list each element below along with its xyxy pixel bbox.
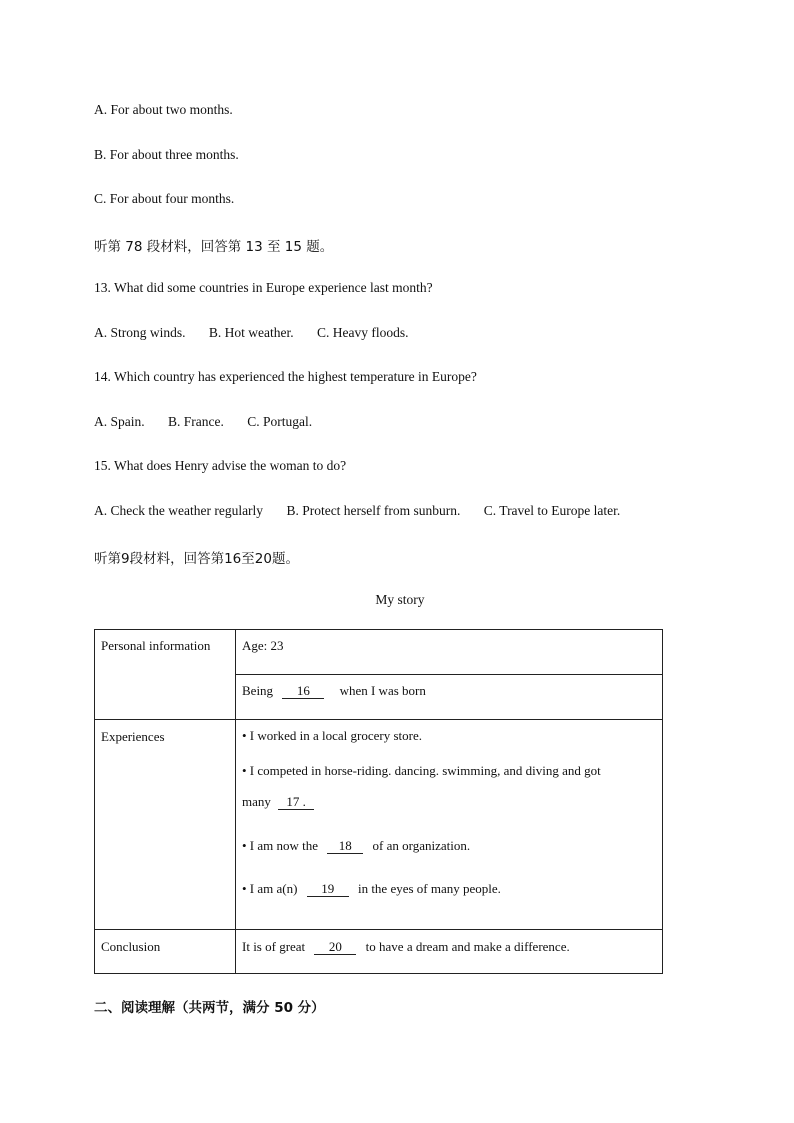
experience-2-pre: many (242, 794, 271, 809)
q13-option-a: A. Strong winds. (94, 325, 186, 340)
experiences-label: Experiences (95, 720, 236, 930)
question-14-options (94, 414, 332, 430)
experience-3-pre: • I am now the (242, 838, 319, 853)
experience-4-post: in the eyes of many people. (357, 881, 501, 896)
conclusion-pre: It is of great (242, 939, 306, 954)
experience-2-line2 (242, 794, 656, 810)
q13-option-b: B. Hot weather. (208, 325, 294, 340)
blank-18: 18 (327, 839, 363, 854)
instruction-13-15: 听第 78 段材料，回答第 13 至 15 题。 (94, 239, 334, 255)
experience-4 (242, 881, 656, 897)
q12-option-b: B. For about three months. (94, 147, 239, 162)
blank-20: 20 (314, 940, 356, 955)
experience-2-line1: • I competed in horse-riding. dancing. swimming, and diving and got (242, 763, 601, 778)
story-title: My story (375, 592, 425, 607)
q14-option-a: A. Spain. (94, 414, 145, 429)
conclusion-post: to have a dream and make a difference. (365, 939, 570, 954)
blank-17: 17 . (278, 795, 314, 810)
q15-option-a: A. Check the weather regularly (94, 503, 264, 518)
experience-4-pre: • I am a(n) (242, 881, 298, 896)
personal-info-label: Personal information (95, 630, 236, 720)
q13-option-c: C. Heavy floods. (317, 325, 409, 340)
blank-19: 19 (307, 882, 349, 897)
question-13-options (94, 325, 429, 341)
table-row (95, 720, 663, 930)
blank-16: 16 (282, 684, 324, 699)
question-15-options (94, 503, 640, 519)
conclusion-label: Conclusion (95, 930, 236, 974)
experience-3-post: of an organization. (372, 838, 471, 853)
being-post: when I was born (339, 683, 426, 698)
q14-option-b: B. France. (168, 414, 224, 429)
q14-option-c: C. Portugal. (247, 414, 313, 429)
story-table (94, 629, 663, 974)
being-pre: Being (242, 683, 274, 698)
instruction-16-20: 听第9段材料，回答第16至20题。 (94, 551, 299, 567)
question-14: 14. Which country has experienced the highest temperature in Europe? (94, 369, 477, 384)
experiences-cell (236, 720, 663, 930)
experience-3 (242, 838, 656, 854)
q12-option-c: C. For about four months. (94, 191, 235, 206)
table-row (95, 930, 663, 974)
age-cell: Age: 23 (236, 630, 663, 675)
conclusion-cell (236, 930, 663, 974)
question-15: 15. What does Henry advise the woman to do? (94, 458, 347, 473)
q15-option-b: B. Protect herself from sunburn. (286, 503, 461, 518)
section-2-heading: 二、阅读理解（共两节，满分 50 分） (94, 1000, 325, 1016)
experience-1: • I worked in a local grocery store. (242, 728, 422, 743)
being-cell (236, 675, 663, 720)
q12-option-a: A. For about two months. (94, 102, 233, 117)
question-13: 13. What did some countries in Europe experience last month? (94, 280, 433, 295)
q15-option-c: C. Travel to Europe later. (483, 503, 621, 518)
table-row (95, 630, 663, 675)
